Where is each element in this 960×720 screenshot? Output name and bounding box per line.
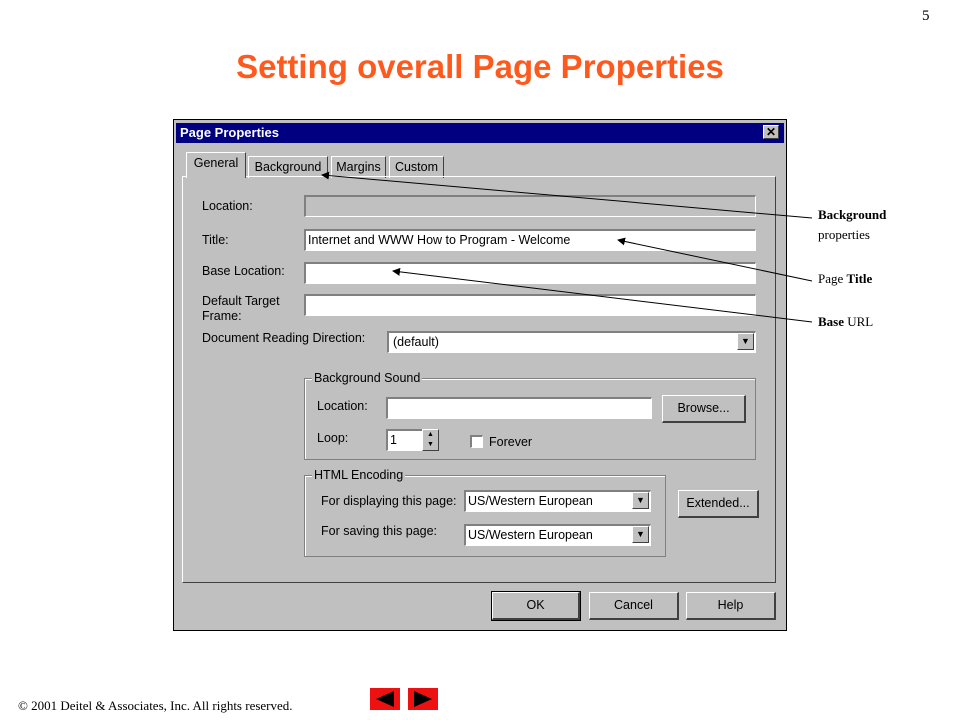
annotation-page-title-bold: Title: [846, 271, 873, 286]
prev-slide-icon[interactable]: [370, 688, 400, 710]
html-encoding-legend: HTML Encoding: [314, 468, 404, 482]
browse-button[interactable]: Browse...: [662, 395, 746, 423]
display-encoding-select[interactable]: [464, 490, 651, 512]
help-button[interactable]: Help: [686, 592, 776, 620]
title-field[interactable]: Internet and WWW How to Program - Welcome: [304, 229, 756, 251]
tab-general[interactable]: [186, 152, 246, 178]
spin-down-icon[interactable]: ▼: [427, 441, 434, 448]
tab-margins[interactable]: [331, 156, 386, 178]
loop-field[interactable]: 1: [386, 429, 426, 451]
title-label: Title:: [202, 233, 229, 247]
annotation-base-url-rest: URL: [844, 314, 874, 329]
dialog-title: Page Properties: [180, 125, 279, 140]
saving-encoding-value: US/Western European: [468, 528, 593, 542]
base-location-field[interactable]: [304, 262, 756, 284]
forever-checkbox[interactable]: [470, 435, 483, 448]
tab-margins-label: Margins: [336, 160, 381, 174]
annotation-base-url: [818, 312, 873, 332]
annotation-page-title: [818, 269, 872, 289]
next-slide-icon[interactable]: [408, 688, 438, 710]
slide-number: 5: [922, 8, 930, 24]
sound-location-field[interactable]: [386, 397, 652, 419]
forever-label: Forever: [489, 435, 533, 449]
saving-encoding-label: For saving this page:: [321, 524, 438, 538]
annotation-base-url-bold: Base: [818, 314, 844, 329]
tab-background[interactable]: [248, 156, 328, 178]
tab-custom-label: Custom: [394, 160, 439, 174]
saving-encoding-select[interactable]: [464, 524, 651, 546]
display-encoding-value: US/Western European: [468, 494, 593, 508]
annotation-background-rest: properties: [818, 227, 870, 242]
default-target-frame-field[interactable]: [304, 294, 756, 316]
tab-general-label: General: [193, 156, 239, 170]
extended-button[interactable]: Extended...: [678, 490, 759, 518]
reading-direction-select[interactable]: [387, 331, 756, 353]
ok-button[interactable]: OK: [492, 592, 580, 620]
display-encoding-label: For displaying this page:: [321, 494, 457, 508]
cancel-button[interactable]: Cancel: [589, 592, 679, 620]
dropdown-arrow-icon[interactable]: ▼: [632, 492, 649, 509]
tab-custom[interactable]: [389, 156, 444, 178]
spin-up-icon[interactable]: ▲: [427, 431, 434, 438]
dropdown-arrow-icon[interactable]: ▼: [632, 526, 649, 543]
location-label: Location:: [202, 199, 253, 213]
base-location-label: Base Location:: [202, 264, 285, 278]
sound-location-label: Location:: [317, 399, 368, 413]
dialog-titlebar: [176, 123, 784, 143]
tab-background-label: Background: [254, 160, 322, 174]
location-field: [304, 195, 756, 217]
close-icon[interactable]: ✕: [763, 125, 779, 139]
reading-direction-label: Document Reading Direction:: [202, 331, 366, 345]
annotation-background-bold: Background: [818, 207, 887, 222]
default-target-label-1: Default Target: [202, 294, 280, 308]
annotation-background: [818, 205, 886, 245]
copyright-footer: © 2001 Deitel & Associates, Inc. All rights reserved.: [18, 698, 293, 713]
dropdown-arrow-icon[interactable]: ▼: [737, 333, 754, 350]
loop-label: Loop:: [317, 431, 349, 445]
background-sound-legend: Background Sound: [314, 371, 421, 385]
reading-direction-value: (default): [393, 335, 439, 349]
slide-title: Setting overall Page Properties: [236, 48, 724, 85]
page-properties-dialog: [173, 119, 787, 631]
default-target-label-2: Frame:: [202, 309, 242, 323]
loop-spinner[interactable]: [422, 429, 439, 451]
annotation-page-title-plain: Page: [818, 271, 847, 286]
